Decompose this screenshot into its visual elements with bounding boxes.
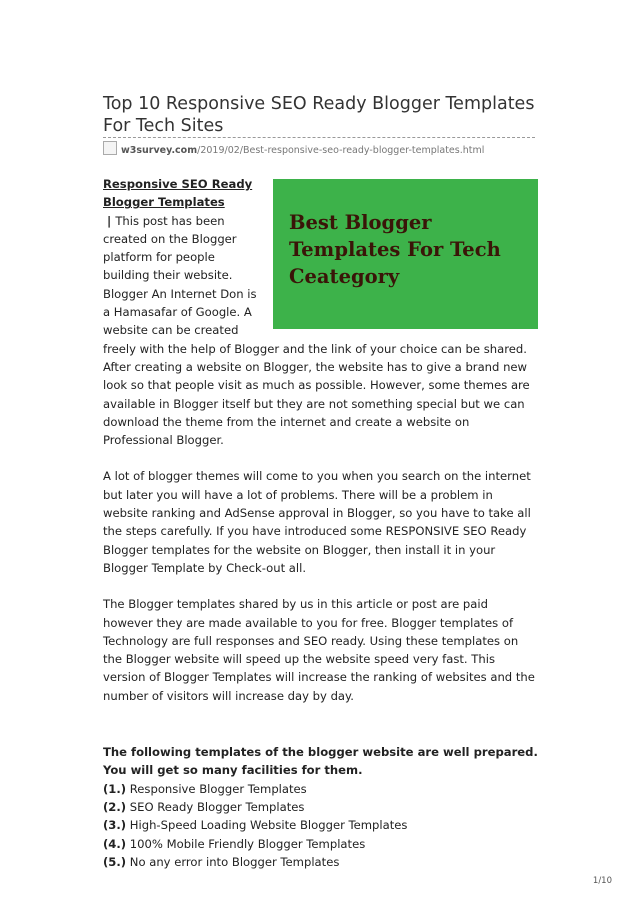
- lead-paragraph: [103, 175, 538, 449]
- list-item: [103, 835, 538, 853]
- lead-text: This post has been created on the Blogger platform for people building their website. Blogger An Internet Don is a Hamasafar of Google. A website can be created freely with the help of Blogger and the link of your choice can be shared. After creating a website on Blogger, the website has to give a brand new look so that people visit as much as possible. However, some themes are available in Blogger itself but they are not something special but we can download the theme from the internet and create a website on Professional Blogger.: [103, 213, 530, 448]
- title-divider: [103, 137, 535, 138]
- list-item: [103, 780, 538, 798]
- list-heading: The following templates of the blogger website are well prepared. You will get so many facilities for them.: [103, 745, 538, 778]
- list-item-number: (2.): [103, 799, 127, 814]
- list-item-text: SEO Ready Blogger Templates: [129, 799, 305, 814]
- featured-image: [273, 179, 538, 329]
- lead-separator: |: [103, 213, 116, 228]
- source-domain[interactable]: w3survey.com: [121, 145, 198, 156]
- list-item-text: No any error into Blogger Templates: [129, 854, 340, 869]
- article-body: [103, 175, 538, 871]
- list-item-text: Responsive Blogger Templates: [129, 781, 307, 796]
- feature-list: [103, 780, 538, 871]
- list-item: [103, 853, 538, 871]
- list-item: [103, 798, 538, 816]
- featured-image-text: Best Blogger Templates For Tech Ceategory: [289, 211, 501, 288]
- list-item-text: 100% Mobile Friendly Blogger Templates: [129, 836, 366, 851]
- page-title: Top 10 Responsive SEO Ready Blogger Templates For Tech Sites: [103, 94, 535, 136]
- list-item-number: (1.): [103, 781, 127, 796]
- lead-link[interactable]: Responsive SEO Ready Blogger Templates: [103, 177, 253, 210]
- list-item: [103, 816, 538, 834]
- paragraph-2: A lot of blogger themes will come to you when you search on the internet but later you will have a lot of problems. There will be a problem in website ranking and AdSense approval in Blogger, so you have to take all the steps carefully. If you have introduced some RESPONSIVE SEO Ready Blogger templates for the website on Blogger, then install it in your Blogger Template by Check-out all.: [103, 469, 531, 575]
- source-path[interactable]: /2019/02/Best-responsive-seo-ready-blogger-templates.html: [197, 145, 485, 156]
- list-item-number: (5.): [103, 854, 127, 869]
- list-item-number: (3.): [103, 818, 127, 833]
- list-item-number: (4.): [103, 836, 127, 851]
- paragraph-3: The Blogger templates shared by us in this article or post are paid however they are made available to you for free. Blogger templates of Technology are full responses and SEO ready. Using these templates on the Blogger website will speed up the website speed very fast. This version of Blogger Templates will increase the ranking of websites and the number of visitors will increase day by day.: [103, 597, 535, 703]
- page-number: 1/10: [592, 876, 612, 886]
- source-url[interactable]: [103, 141, 484, 157]
- list-item-text: High-Speed Loading Website Blogger Templates: [129, 818, 408, 833]
- favicon-icon: [103, 141, 117, 155]
